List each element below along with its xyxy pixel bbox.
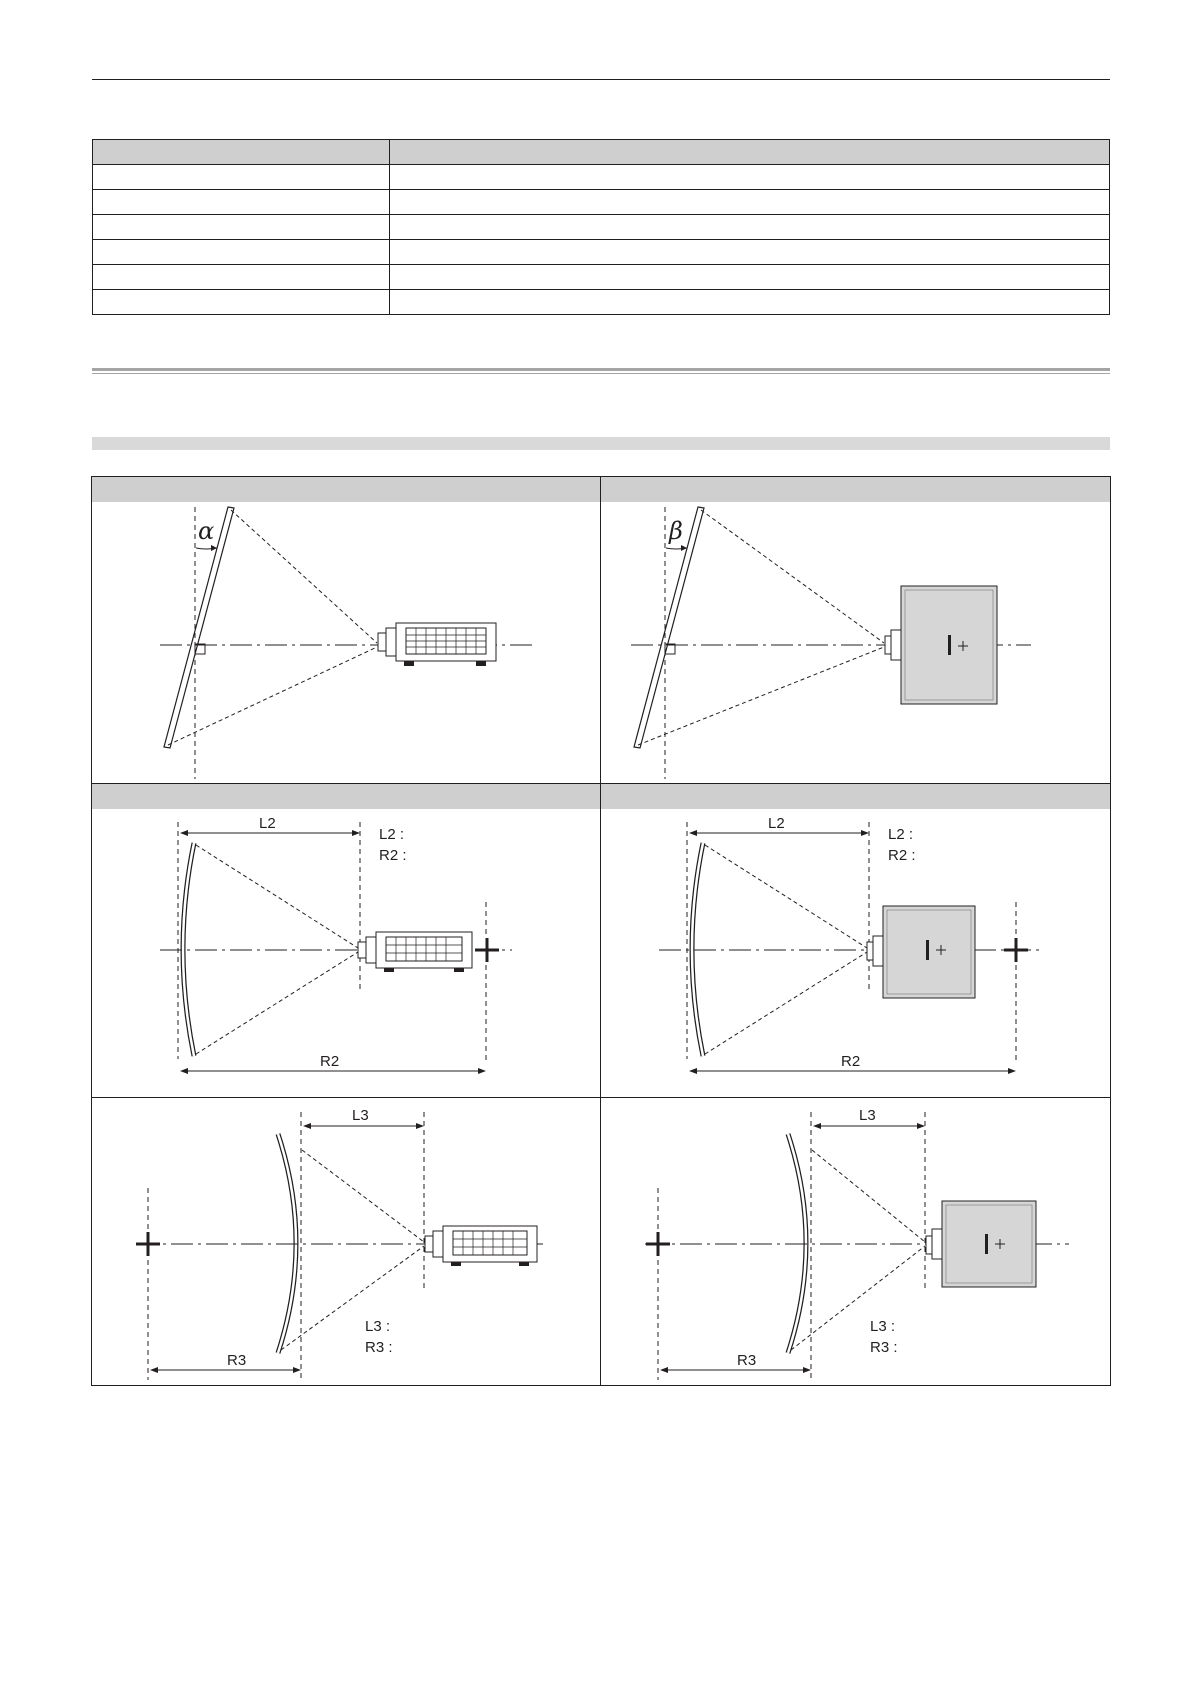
- figure-grid: [91, 476, 1111, 1386]
- header-top-view-2: [601, 784, 1110, 809]
- l2-label: L2: [768, 815, 785, 832]
- table-cell: [93, 265, 390, 290]
- l3-legend: L3 :: [365, 1318, 391, 1335]
- table-cell: [390, 165, 1110, 190]
- r3-label: R3: [227, 1352, 247, 1369]
- angle-alpha-label: α: [198, 517, 215, 545]
- table-header-cell: [93, 140, 390, 165]
- table-row: [93, 215, 1110, 240]
- projector-top-icon: [926, 1201, 1036, 1287]
- r3-legend: R3 :: [365, 1339, 393, 1356]
- subsection-bar: [92, 437, 1110, 450]
- center-cross-icon: [1004, 938, 1028, 962]
- center-cross-icon: [136, 1232, 160, 1256]
- r2-legend: R2 :: [888, 847, 916, 864]
- diagram-concave-side: [92, 809, 600, 1097]
- l3-label: L3: [859, 1107, 876, 1124]
- table-row: [93, 290, 1110, 315]
- projector-top-icon: [867, 906, 975, 998]
- table-cell: [93, 165, 390, 190]
- l3-label: L3: [352, 1107, 369, 1124]
- projection-ray-lower: [168, 647, 377, 745]
- diagram-tilt-top: [601, 502, 1110, 783]
- table-cell: [390, 290, 1110, 315]
- table-row: [93, 165, 1110, 190]
- diagram-convex-top: [601, 1098, 1110, 1385]
- l2-legend: L2 :: [888, 826, 914, 843]
- r3-legend: R3 :: [870, 1339, 898, 1356]
- projection-ray-upper: [701, 510, 884, 643]
- table-cell: [390, 215, 1110, 240]
- table-cell: [390, 190, 1110, 215]
- section-divider: [92, 368, 1110, 374]
- table-cell: [93, 190, 390, 215]
- diagram-tilt-side: [92, 502, 600, 783]
- table-row: [93, 190, 1110, 215]
- projector-side-icon: [358, 932, 472, 972]
- center-cross-icon: [475, 938, 499, 962]
- diagram-convex-side: [92, 1098, 600, 1385]
- table-header-cell: [390, 140, 1110, 165]
- header-top-view: [601, 477, 1110, 502]
- angle-beta-label: β: [669, 517, 683, 545]
- projector-side-icon: [425, 1226, 537, 1266]
- table-cell: [390, 240, 1110, 265]
- table-cell: [93, 215, 390, 240]
- l2-label: L2: [259, 815, 276, 832]
- center-cross-icon: [646, 1232, 670, 1256]
- l3-legend: L3 :: [870, 1318, 896, 1335]
- spec-table: [92, 139, 1110, 315]
- table-header-row: [93, 140, 1110, 165]
- table-cell: [390, 265, 1110, 290]
- diagram-concave-top: [601, 809, 1110, 1097]
- projection-ray-lower: [638, 647, 884, 745]
- r2-label: R2: [841, 1053, 861, 1070]
- r2-label: R2: [320, 1053, 340, 1070]
- table-row: [93, 265, 1110, 290]
- r2-legend: R2 :: [379, 847, 407, 864]
- table-cell: [93, 290, 390, 315]
- r3-label: R3: [737, 1352, 757, 1369]
- table-row: [93, 240, 1110, 265]
- table-cell: [93, 240, 390, 265]
- header-front-view-2: [92, 784, 600, 809]
- projector-top-icon: [885, 586, 997, 704]
- header-rule: [92, 79, 1110, 80]
- projector-side-icon: [378, 623, 496, 666]
- projection-ray-upper: [231, 510, 377, 643]
- header-front-view: [92, 477, 600, 502]
- l2-legend: L2 :: [379, 826, 405, 843]
